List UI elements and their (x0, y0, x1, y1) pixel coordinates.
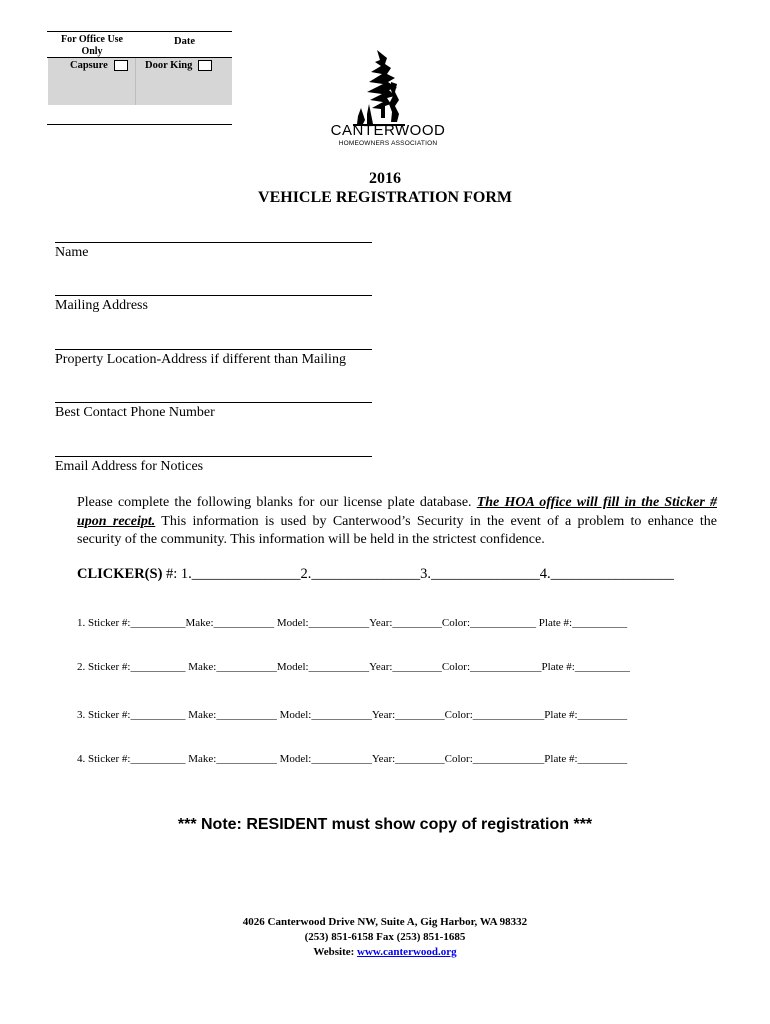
email-field-line[interactable] (55, 456, 372, 457)
mailing-address-field-line[interactable] (55, 295, 372, 296)
vehicle-row-2[interactable]: 2. Sticker #:__________ Make:___________Model:___________Year:_________Color:_____________Plate #:__________ (77, 661, 630, 673)
footer-website-line (0, 946, 770, 958)
date-label: Date (174, 36, 195, 47)
footer-address: 4026 Canterwood Drive NW, Suite A, Gig Harbor, WA 98332 (242, 916, 528, 928)
office-box-bottom-rule (47, 124, 232, 125)
office-use-label: For Office Use Only (60, 34, 123, 57)
mailing-address-label: Mailing Address (55, 298, 148, 313)
vehicle-row-4[interactable]: 4. Sticker #:__________ Make:___________ Model:___________Year:_________Color:_____________Plate #:_________ (77, 753, 628, 765)
vehicle-row-1[interactable]: 1. Sticker #:__________Make:___________ Model:___________Year:_________Color:____________ Plate #:__________ (77, 617, 628, 629)
instructions-rest: This information is used by Canterwood’s Security in the event of a problem to enhance the security of the community. This information will be held in the strictest confidence. (77, 513, 717, 547)
form-year: 2016 (369, 170, 401, 187)
email-label: Email Address for Notices (55, 459, 204, 474)
form-title: VEHICLE REGISTRATION FORM (258, 189, 512, 206)
instructions-lead: Please complete the following blanks for our license plate database. (77, 495, 477, 510)
logo-subtitle: HOMEOWNERS ASSOCIATION (338, 140, 438, 147)
office-box-divider (135, 58, 136, 105)
phone-label: Best Contact Phone Number (55, 405, 215, 420)
door-king-label: Door King (145, 60, 193, 71)
clickers-blanks: #: 1._______________2._______________3._______________4._________________ (162, 566, 674, 582)
vehicle-row-3[interactable]: 3. Sticker #:__________ Make:___________ Model:___________Year:_________Color:_____________Plate #:_________ (77, 709, 628, 721)
office-box-top-rule (47, 31, 232, 32)
website-link[interactable]: www.canterwood.org (357, 946, 457, 958)
capsure-label: Capsure (70, 60, 108, 71)
capsure-checkbox[interactable] (114, 60, 128, 71)
footer-phones: (253) 851-6158 Fax (253) 851-1685 (304, 931, 466, 943)
property-location-field-line[interactable] (55, 349, 372, 350)
logo-wordmark: CANTERWOOD (330, 122, 446, 139)
website-label: Website: (313, 946, 355, 958)
clickers-row[interactable] (77, 566, 674, 583)
name-field-line[interactable] (55, 242, 372, 243)
instructions-paragraph (77, 494, 717, 550)
clickers-label: CLICKER(S) (77, 566, 163, 582)
phone-field-line[interactable] (55, 402, 372, 403)
resident-note: *** Note: RESIDENT must show copy of registration *** (177, 816, 593, 833)
door-king-option[interactable] (145, 60, 212, 71)
capsure-option[interactable] (70, 60, 128, 71)
door-king-checkbox[interactable] (198, 60, 212, 71)
name-label: Name (55, 245, 89, 260)
instructions-emphasis: The HOA office will fill in the Sticker # upon receipt. (77, 495, 717, 529)
property-location-label: Property Location-Address if different than Mailing (55, 352, 346, 367)
